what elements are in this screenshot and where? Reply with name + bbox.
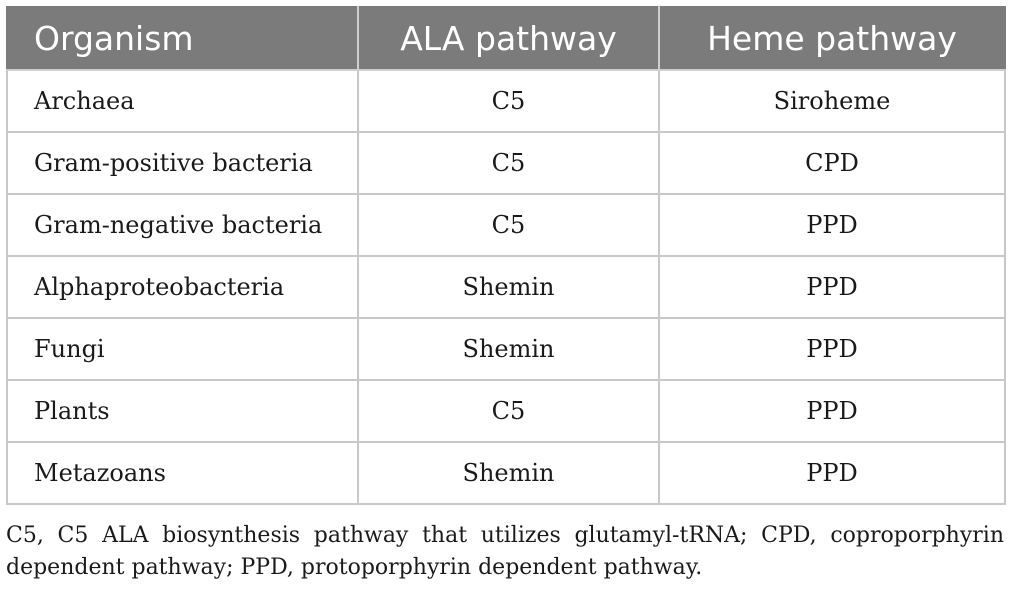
table-footnote: C5, C5 ALA biosynthesis pathway that utilizes glutamyl-tRNA; CPD, coproporphyrin dependent pathway; PPD, protoporphyrin dependent pathway. bbox=[6, 523, 1004, 580]
cell-organism: Gram-positive bacteria bbox=[7, 132, 358, 194]
cell-ala-pathway: Shemin bbox=[358, 256, 659, 318]
cell-ala-pathway: C5 bbox=[358, 132, 659, 194]
header-ala-pathway: ALA pathway bbox=[358, 7, 659, 70]
header-organism: Organism bbox=[7, 7, 358, 70]
cell-ala-pathway: Shemin bbox=[358, 442, 659, 504]
table-row bbox=[7, 132, 1005, 194]
cell-heme-pathway: Siroheme bbox=[659, 70, 1005, 132]
table-row bbox=[7, 442, 1005, 504]
table-row bbox=[7, 256, 1005, 318]
table-row bbox=[7, 318, 1005, 380]
cell-heme-pathway: PPD bbox=[659, 256, 1005, 318]
cell-heme-pathway: PPD bbox=[659, 442, 1005, 504]
table-header-row bbox=[7, 7, 1005, 70]
cell-ala-pathway: Shemin bbox=[358, 318, 659, 380]
organism-pathway-table bbox=[6, 6, 1006, 505]
cell-heme-pathway: PPD bbox=[659, 194, 1005, 256]
table-row bbox=[7, 380, 1005, 442]
cell-organism: Alphaproteobacteria bbox=[7, 256, 358, 318]
table-row bbox=[7, 194, 1005, 256]
cell-organism: Gram-negative bacteria bbox=[7, 194, 358, 256]
cell-heme-pathway: PPD bbox=[659, 380, 1005, 442]
cell-heme-pathway: CPD bbox=[659, 132, 1005, 194]
data-table-container bbox=[6, 6, 1004, 505]
table-row bbox=[7, 70, 1005, 132]
cell-organism: Plants bbox=[7, 380, 358, 442]
cell-ala-pathway: C5 bbox=[358, 380, 659, 442]
cell-ala-pathway: C5 bbox=[358, 194, 659, 256]
header-heme-pathway: Heme pathway bbox=[659, 7, 1005, 70]
cell-organism: Metazoans bbox=[7, 442, 358, 504]
cell-heme-pathway: PPD bbox=[659, 318, 1005, 380]
cell-ala-pathway: C5 bbox=[358, 70, 659, 132]
cell-organism: Fungi bbox=[7, 318, 358, 380]
cell-organism: Archaea bbox=[7, 70, 358, 132]
